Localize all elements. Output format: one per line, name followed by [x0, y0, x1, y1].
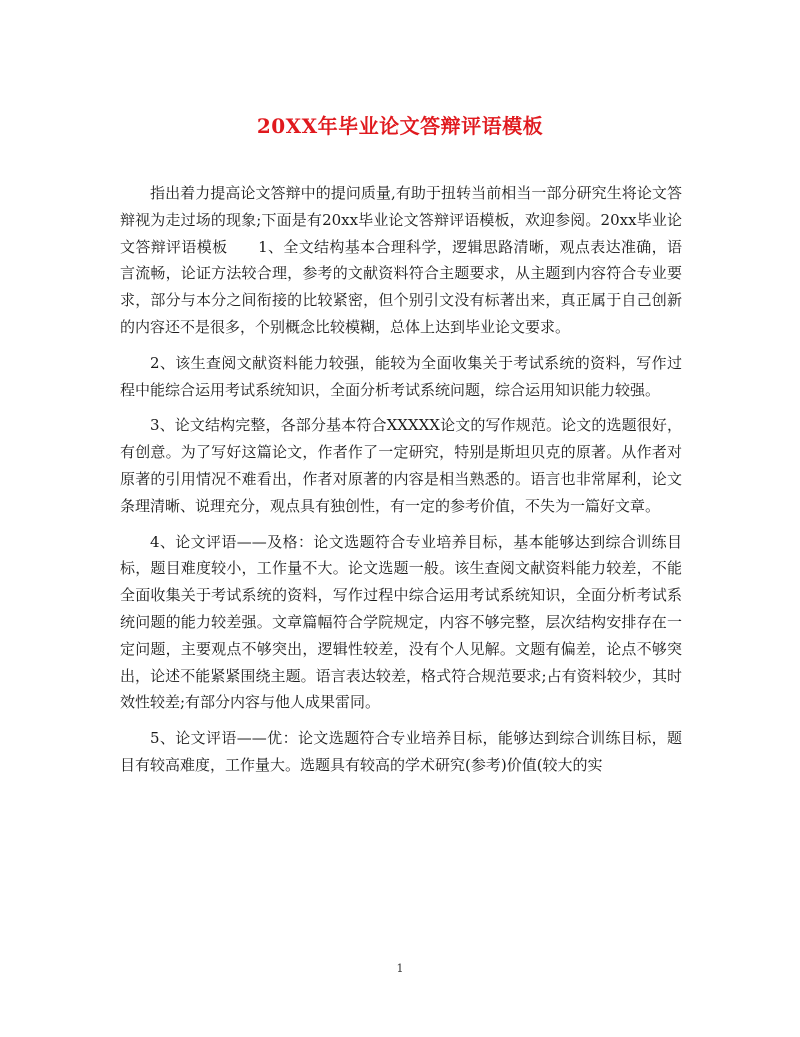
- paragraph-4: 4、论文评语——及格：论文选题符合专业培养目标，基本能够达到综合训练目标，题目难度较小，工作量不大。论文选题一般。该生查阅文献资料能力较差，不能全面收集关于考试系统的资料，写作过程中综合运用考试系统知识，全面分析考试系统问题的能力较差强。文章篇幅符合学院规定，内容不够完整，层次结构安排存在一定问题，主要观点不够突出，逻辑性较差，没有个人见解。文题有偏差，论点不够突出，论述不能紧紧围绕主题。语言表达较差，格式符合规范要求;占有资料较少，其时效性较差;有部分内容与他人成果雷同。: [120, 532, 682, 712]
- paragraph-1: 指出着力提高论文答辩中的提问质量,有助于扭转当前相当一部分研究生将论文答辩视为走过场的现象;下面是有20xx毕业论文答辩评语模板，欢迎参阅。20xx毕业论文答辩评语模板 1、全文结构基本合理科学，逻辑思路清晰，观点表达准确，语言流畅，论证方法较合理，参考的文献资料符合主题要求，从主题到内容符合专业要求，部分与本分之间衔接的比较紧密，但个别引文没有标著出来，真正属于自己创新的内容还不是很多，个别概念比较模糊，总体上达到毕业论文要求。: [120, 184, 682, 336]
- document-body: [120, 180, 682, 788]
- paragraph-5: 5、论文评语——优：论文选题符合专业培养目标，能够达到综合训练目标，题目有较高难度，工作量大。选题具有较高的学术研究(参考)价值(较大的实: [120, 729, 682, 774]
- paragraph-3: 3、论文结构完整，各部分基本符合XXXXX论文的写作规范。论文的选题很好，有创意。为了写好这篇论文，作者作了一定研究，特别是斯坦贝克的原著。从作者对原著的引用情况不难看出，作者对原著的内容是相当熟悉的。语言也非常犀利，论文条理清晰、说理充分，观点具有独创性，有一定的参考价值，不失为一篇好文章。: [120, 416, 682, 515]
- page-number: 1: [396, 962, 404, 975]
- paragraph-2: 2、该生查阅文献资料能力较强，能较为全面收集关于考试系统的资料，写作过程中能综合运用考试系统知识，全面分析考试系统问题，综合运用知识能力较强。: [120, 353, 682, 399]
- document-title: 20XX年毕业论文答辩评语模板: [256, 114, 544, 138]
